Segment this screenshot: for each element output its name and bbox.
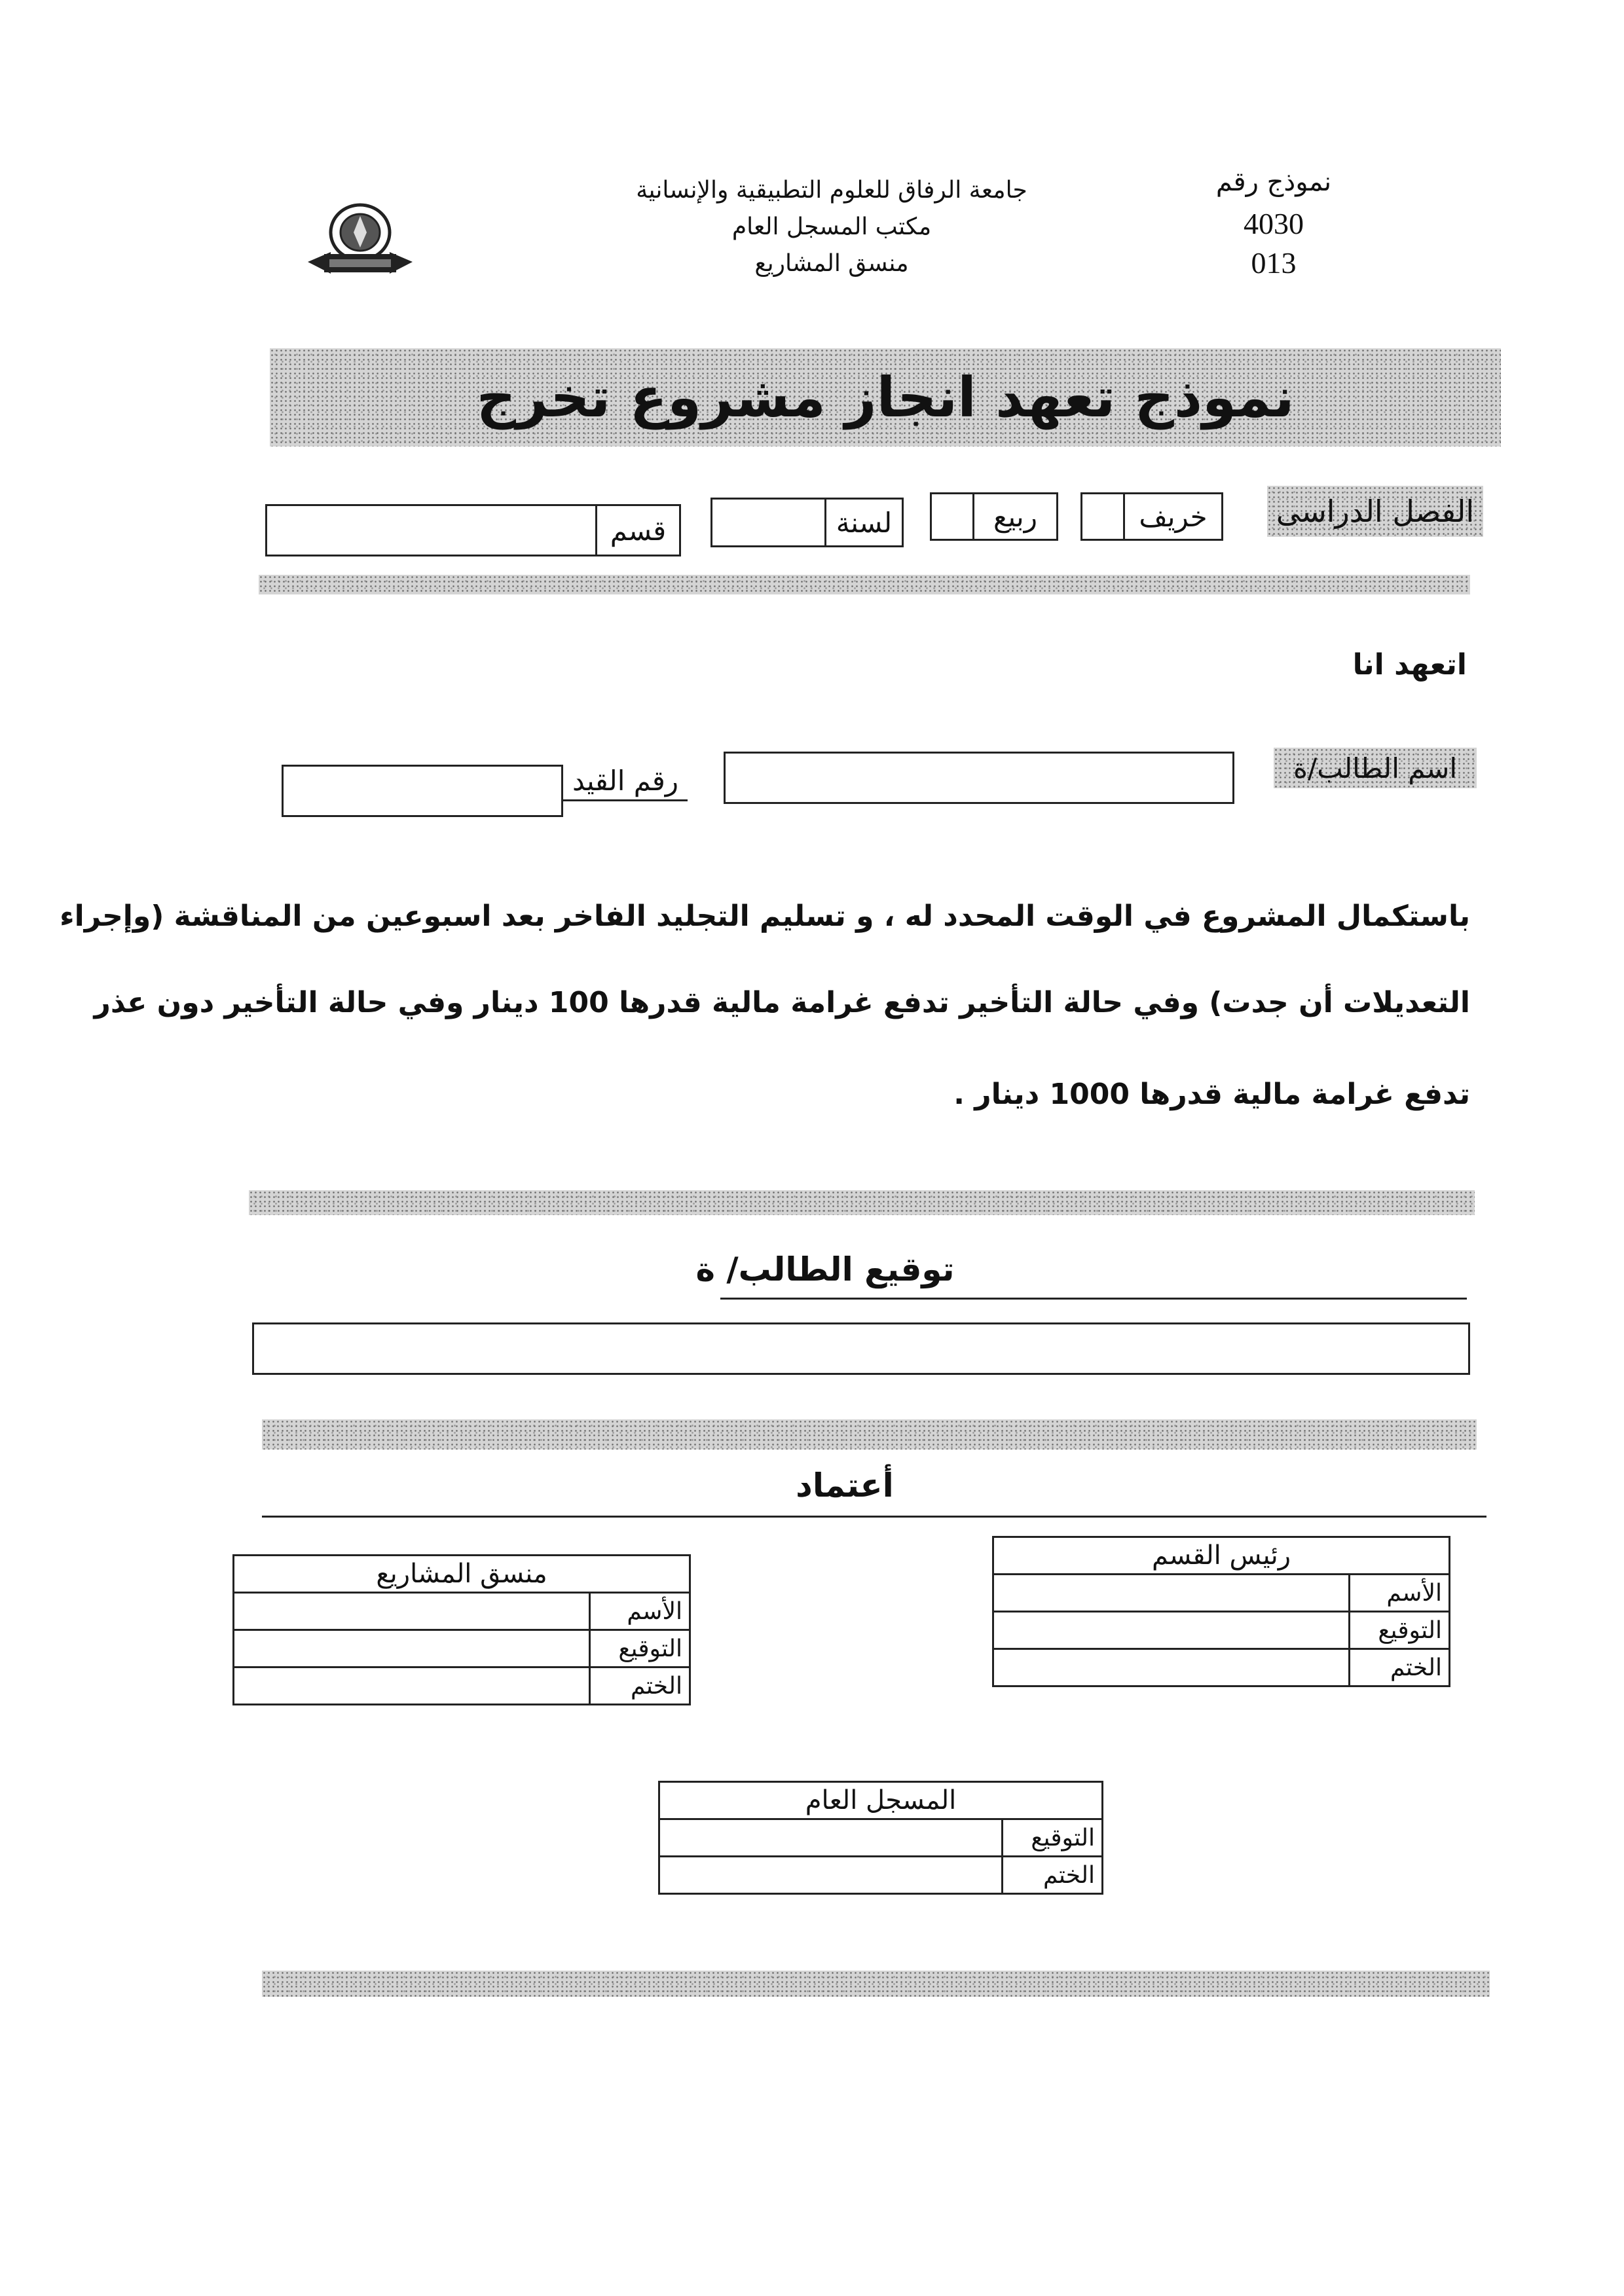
student-signature-input[interactable] (252, 1322, 1470, 1375)
year-input[interactable] (712, 500, 826, 545)
projects-coordinator: منسق المشاريع (754, 250, 909, 277)
university-name: جامعة الرفاق للعلوم التطبيقية والإنسانية (636, 177, 1027, 204)
dept-head-approval-table (992, 1536, 1450, 1687)
semester-label-box (1267, 486, 1483, 537)
student-signature-label: توقيع الطالب/ ة (695, 1250, 955, 1288)
registrar-table-title: المسجل العام (659, 1782, 1103, 1819)
paragraph-line-3: تدفع غرامة مالية قدرها 1000 دينار . (953, 1078, 1470, 1111)
spring-label: ربيع (993, 500, 1037, 533)
paragraph-line-1: باستكمال المشروع في الوقت المحدد له ، و تسليم التجليد الفاخر بعد اسبوعين من المناقشة (وإجراء (60, 900, 1470, 933)
student-name-label: اسم الطالب/ة (1293, 752, 1458, 784)
dept-head-stamp-label: الختم (1350, 1649, 1450, 1686)
department-input[interactable] (267, 506, 597, 555)
header-center (576, 177, 1087, 287)
spring-checkbox[interactable] (932, 494, 974, 539)
autumn-option[interactable] (1080, 492, 1223, 541)
form-number-label: نموذج رقم (1215, 167, 1332, 197)
form-number-1: 4030 (1244, 207, 1304, 240)
coordinator-signature-label: التوقيع (590, 1630, 690, 1667)
separator (249, 1190, 1475, 1215)
dept-head-stamp-field[interactable] (993, 1649, 1350, 1686)
separator (262, 1419, 1477, 1449)
registrar-office: مكتب المسجل العام (731, 213, 932, 240)
coordinator-table-title: منسق المشاريع (234, 1556, 690, 1593)
registrar-stamp-field[interactable] (659, 1857, 1003, 1894)
approval-rule (262, 1516, 1486, 1518)
autumn-checkbox[interactable] (1082, 494, 1125, 539)
coordinator-approval-table (232, 1554, 691, 1705)
department-label: قسم (610, 514, 667, 547)
dept-head-signature-label: التوقيع (1350, 1612, 1450, 1649)
registrar-signature-field[interactable] (659, 1819, 1003, 1857)
registration-input[interactable] (282, 765, 563, 817)
form-number-2: 013 (1251, 246, 1297, 280)
year-label: لسنة (836, 506, 893, 539)
form-title: نموذج تعهد انجاز مشروع تخرج (476, 365, 1295, 429)
registration-label: رقم القيد (563, 765, 688, 801)
dept-head-signature-field[interactable] (993, 1612, 1350, 1649)
student-name-input[interactable] (724, 752, 1234, 804)
department-field[interactable] (265, 504, 681, 556)
pledge-paragraph (60, 884, 1470, 1127)
coordinator-stamp-label: الختم (590, 1667, 690, 1705)
registrar-approval-table (658, 1781, 1103, 1895)
coordinator-stamp-field[interactable] (234, 1667, 590, 1705)
approval-label: أعتماد (796, 1467, 894, 1504)
spring-option[interactable] (930, 492, 1058, 541)
separator (262, 1971, 1490, 1997)
registrar-signature-label: التوقيع (1003, 1819, 1103, 1857)
student-name-label-box (1274, 748, 1477, 788)
form-number-block (1192, 167, 1356, 285)
title-banner (270, 348, 1501, 446)
year-field[interactable] (710, 498, 904, 547)
autumn-label: خريف (1139, 500, 1208, 533)
dept-head-name-label: الأسم (1350, 1575, 1450, 1612)
coordinator-name-field[interactable] (234, 1593, 590, 1630)
signature-rule (720, 1298, 1467, 1300)
dept-head-table-title: رئيس القسم (993, 1537, 1450, 1575)
coordinator-signature-field[interactable] (234, 1630, 590, 1667)
coordinator-name-label: الأسم (590, 1593, 690, 1630)
separator (259, 575, 1470, 594)
registrar-stamp-label: الختم (1003, 1857, 1103, 1894)
paragraph-line-2: التعديلات أن جدت) وفي حالة التأخير تدفع غرامة مالية قدرها 100 دينار وفي حالة التأخير دون عذر (94, 986, 1470, 1019)
semester-label: الفصل الدراسى (1276, 494, 1475, 529)
pledge-text: اتعهد انا (1352, 648, 1467, 682)
university-logo (304, 196, 416, 288)
dept-head-name-field[interactable] (993, 1575, 1350, 1612)
